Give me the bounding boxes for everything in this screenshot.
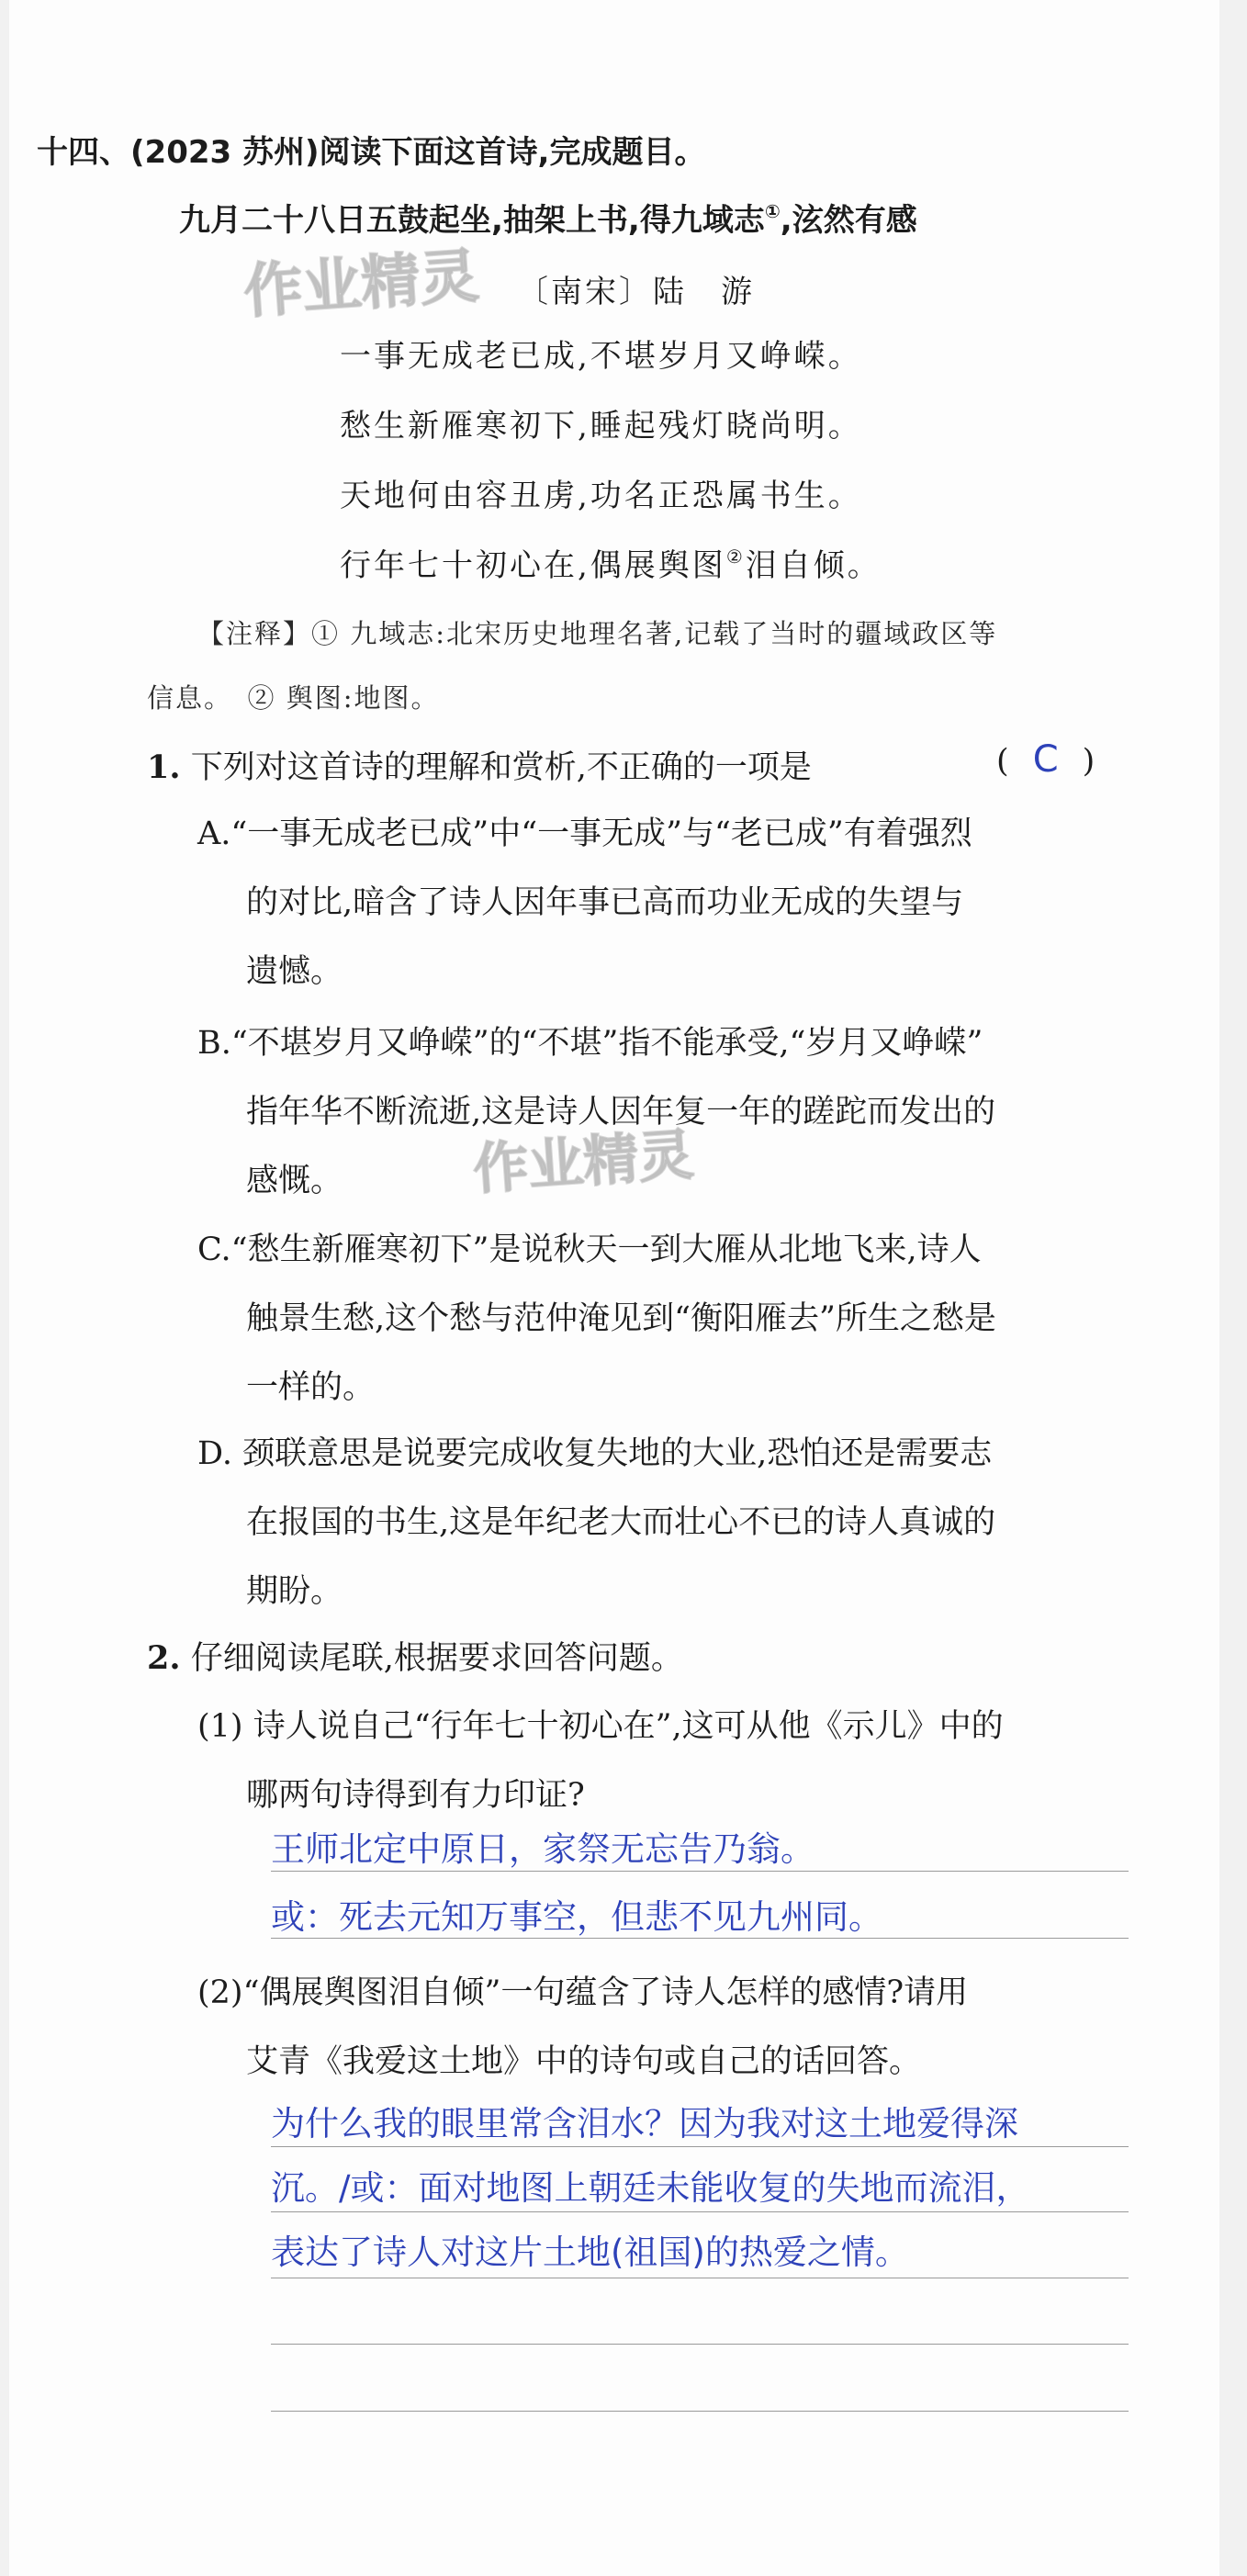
option-b-line-2: 指年华不断流逝,这是诗人因年复一年的蹉跎而发出的 xyxy=(246,1094,996,1131)
answer-rule xyxy=(271,1871,1129,1872)
watermark-logo: 作业精灵 xyxy=(471,1122,696,1203)
option-b-line-1: B.“不堪岁月又峥嵘”的“不堪”指不能承受,“岁月又峥嵘” xyxy=(197,1025,983,1062)
option-a-line-1: A.“一事无成老已成”中“一事无成”与“老已成”有着强烈 xyxy=(197,816,972,852)
poem-line-4-part-b: 泪自倾。 xyxy=(745,547,882,584)
answer-rule xyxy=(271,2344,1129,2345)
poem-title-main: 九月二十八日五鼓起坐,抽架上书,得九域志 xyxy=(179,202,765,239)
poem-line-4-part-a: 行年七十初心在,偶展舆图 xyxy=(340,547,726,584)
question-1-stem xyxy=(147,742,812,788)
subquestion-1-answer-line-2: 或：死去元知万事空，但悲不见九州同。 xyxy=(271,1897,882,1937)
question-1-number: 1. xyxy=(147,748,181,786)
question-2-stem xyxy=(147,1633,683,1679)
subquestion-2-line-2: 艾青《我爱这土地》中的诗句或自己的话回答。 xyxy=(246,2043,922,2080)
section-heading: 十四、(2023 苏州)阅读下面这首诗,完成题目。 xyxy=(37,134,706,171)
option-c-line-3: 一样的。 xyxy=(246,1369,376,1406)
question-1-answer: C xyxy=(1032,738,1059,781)
poem-title-tail: ,泫然有感 xyxy=(780,202,917,239)
option-d-line-2: 在报国的书生,这是年纪老大而壮心不已的诗人真诚的 xyxy=(246,1504,996,1541)
question-1-answer-box: ( C ) xyxy=(996,738,1095,781)
subquestion-2-answer-line-3: 表达了诗人对这片土地(祖国)的热爱之情。 xyxy=(271,2233,909,2272)
subquestion-2-line-1: (2)“偶展舆图泪自倾”一句蕴含了诗人怎样的感情?请用 xyxy=(197,1974,969,2011)
poem-line-4 xyxy=(340,540,882,585)
footnote-mark-2: ② xyxy=(725,546,746,568)
answer-rule xyxy=(271,2146,1129,2147)
subquestion-1-line-2: 哪两句诗得到有力印证? xyxy=(246,1777,585,1814)
option-d-line-1: D. 颈联意思是说要完成收复失地的大业,恐怕还是需要志 xyxy=(197,1435,993,1472)
poem-line-3: 天地何由容丑虏,功名正恐属书生。 xyxy=(340,478,862,514)
answer-rule xyxy=(271,2411,1129,2412)
option-a-line-3: 遗憾。 xyxy=(246,953,343,990)
answer-rule xyxy=(271,1938,1129,1939)
poem-title xyxy=(179,195,917,240)
question-2-number: 2. xyxy=(147,1639,181,1677)
footnote-mark-1: ① xyxy=(764,200,781,222)
option-d-line-3: 期盼。 xyxy=(246,1573,343,1610)
option-c-line-2: 触景生愁,这个愁与范仲淹见到“衡阳雁去”所生之愁是 xyxy=(246,1300,996,1337)
option-c-line-1: C.“愁生新雁寒初下”是说秋天一到大雁从北地飞来,诗人 xyxy=(197,1232,982,1268)
question-2-text: 仔细阅读尾联,根据要求回答问题。 xyxy=(190,1640,683,1677)
watermark-logo: 作业精灵 xyxy=(242,242,481,327)
question-1-text: 下列对这首诗的理解和赏析,不正确的一项是 xyxy=(190,749,812,786)
answer-rule xyxy=(271,2211,1129,2212)
subquestion-1-answer-line-1: 王师北定中原日，家祭无忘告乃翁。 xyxy=(271,1829,814,1869)
option-a-line-2: 的对比,暗含了诗人因年事已高而功业无成的失望与 xyxy=(246,884,964,921)
poem-author: 〔南宋〕陆 游 xyxy=(517,274,755,310)
poem-line-1: 一事无成老已成,不堪岁月又峥嵘。 xyxy=(340,338,862,375)
subquestion-2-answer-line-2: 沉。/或：面对地图上朝廷未能收复的失地而流泪， xyxy=(271,2168,1030,2208)
notes-line-2: 信息。 ② 舆图:地图。 xyxy=(147,682,440,714)
subquestion-2-answer-line-1: 为什么我的眼里常含泪水？因为我对这土地爱得深 xyxy=(271,2104,1018,2143)
worksheet-page xyxy=(9,0,1219,2576)
notes-line-1: 【注释】① 九域志:北宋历史地理名著,记载了当时的疆域政区等 xyxy=(197,618,998,649)
poem-line-2: 愁生新雁寒初下,睡起残灯晓尚明。 xyxy=(340,408,862,444)
option-b-line-3: 感慨。 xyxy=(246,1163,343,1199)
subquestion-1-line-1: (1) 诗人说自己“行年七十初心在”,这可从他《示儿》中的 xyxy=(197,1708,1004,1745)
